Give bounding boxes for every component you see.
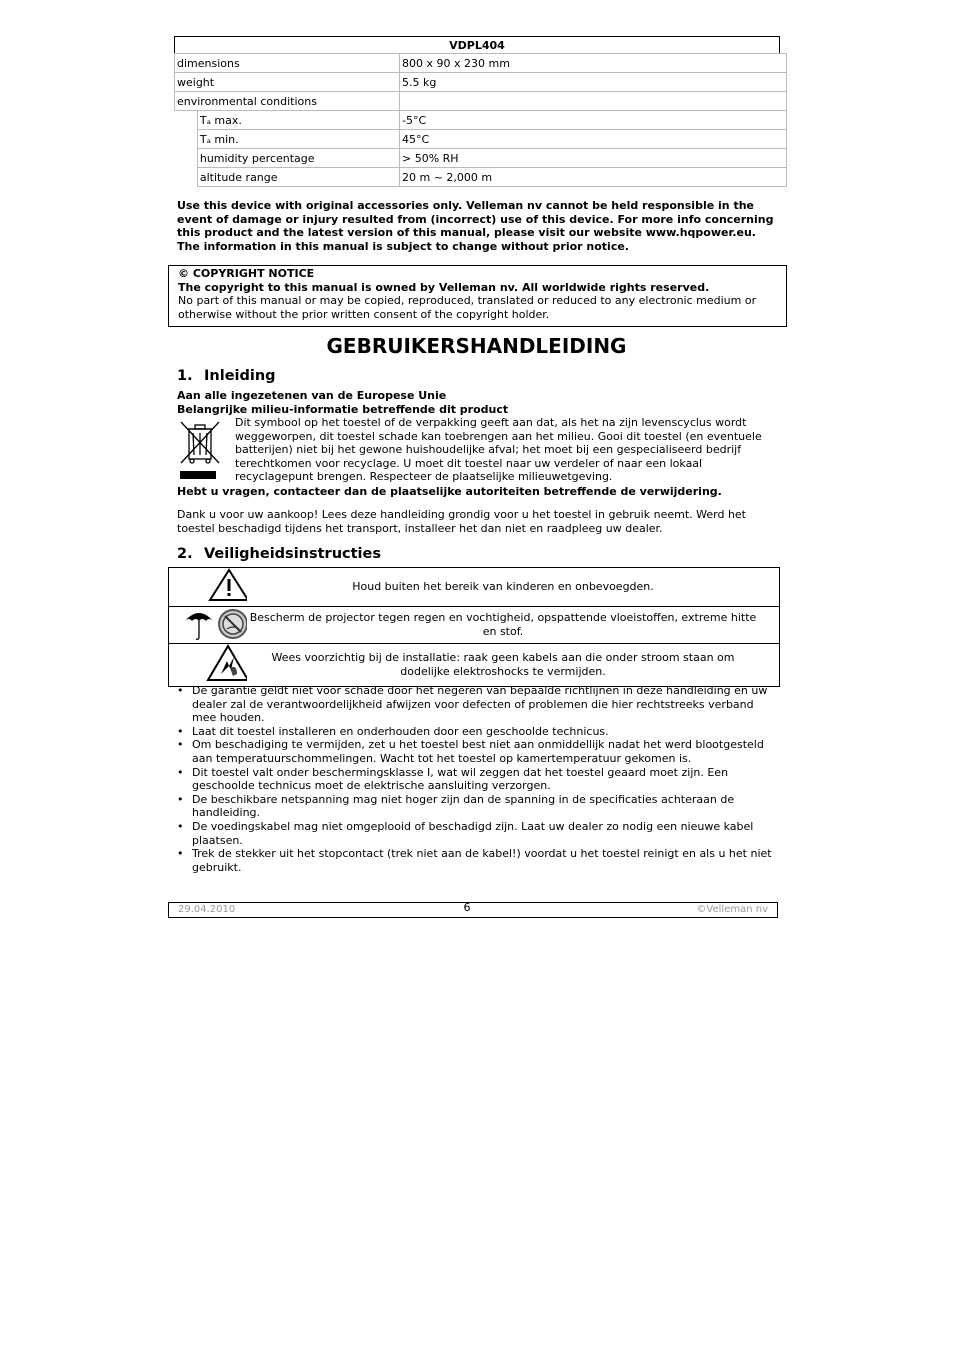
safety-text: Bescherm de projector tegen regen en vochtigheid, opspattende vloeistoffen, extreme hitte en stof. xyxy=(247,606,780,644)
table-row xyxy=(175,54,787,73)
env-info-text: Dit symbool op het toestel of de verpakking geeft aan dat, als het na zijn levenscyclus wordt weggeworpen, dit toestel schade kan toebrengen aan het milieu. Gooi dit toestel (en eventuele batterijen) niet bij het gewone huishoudelijke afval; het moet bij een gespecialiseerd bedrijf terechtkomen voor recyclage. U moet dit toestel naar uw verdeler of naar een lokaal recyclagepunt brengen. Respecteer de plaatselijke milieuwetgeving. xyxy=(235,416,762,484)
spec-label: altitude range xyxy=(197,168,399,187)
copyright-bold-line: The copyright to this manual is owned by Velleman nv. All worldwide rights reserved. xyxy=(178,280,710,294)
table-row xyxy=(169,568,780,607)
spec-value: > 50% RH xyxy=(400,149,787,168)
list-item: • De beschikbare netspanning mag niet hoger zijn dan de spanning in de specificaties achteraan de handleiding. xyxy=(177,793,779,820)
table-row xyxy=(175,73,787,92)
copyright-body: No part of this manual or may be copied, reproduced, translated or reduced to any electronic medium or otherwise without the prior written consent of the copyright holder. xyxy=(178,294,757,321)
section-title: Inleiding xyxy=(204,368,276,384)
section-heading-inleiding xyxy=(177,367,276,385)
section-title: Veiligheidsinstructies xyxy=(204,546,381,562)
spec-value: 20 m ~ 2,000 m xyxy=(400,168,787,187)
page-footer xyxy=(168,902,778,918)
spec-value xyxy=(400,92,787,111)
spec-label: Tₐ max. xyxy=(197,111,399,130)
list-item: • Dit toestel valt onder beschermingsklasse I, wat wil zeggen dat het toestel geaard moet zijn. Een geschoolde technicus moet de elektrische aansluiting verzorgen. xyxy=(177,766,779,793)
section-number: 1. xyxy=(177,368,193,384)
table-row xyxy=(169,644,780,687)
umbrella-no-splash-icon xyxy=(169,607,247,640)
table-row xyxy=(175,111,787,130)
spec-value: 5.5 kg xyxy=(400,73,787,92)
safety-text: Houd buiten het bereik van kinderen en onbevoegden. xyxy=(247,568,780,607)
electric-shock-icon xyxy=(169,644,247,682)
section-number: 2. xyxy=(177,546,193,562)
list-item: • Laat dit toestel installeren en onderhouden door een geschoolde technicus. xyxy=(177,725,779,739)
safety-text: Wees voorzichtig bij de installatie: raak geen kabels aan die onder stroom staan om dodelijke elektroshocks te vermijden. xyxy=(247,644,780,687)
safety-bullet-list xyxy=(177,684,779,874)
copyright-notice xyxy=(168,265,787,327)
spec-value: -5°C xyxy=(400,111,787,130)
footer-date: 29.04.2010 xyxy=(178,904,236,915)
spec-table-title: VDPL404 xyxy=(174,36,780,53)
spec-table xyxy=(174,53,787,187)
list-item: • Trek de stekker uit het stopcontact (trek niet aan de kabel!) voordat u het toestel reinigt en als u het niet gebruikt. xyxy=(177,847,779,874)
footer-copyright: ©Velleman nv xyxy=(696,904,768,915)
spec-value: 800 x 90 x 230 mm xyxy=(400,54,787,73)
spec-label: humidity percentage xyxy=(197,149,399,168)
disclaimer-paragraph: Use this device with original accessories only. Velleman nv cannot be held responsible in the event of damage or injury resulted from (incorrect) use of this device. For more info concerning this product and the latest version of this manual, please visit our website www.hqpower.eu. The information in this manual is subject to change without prior notice. xyxy=(177,199,774,253)
thanks-paragraph: Dank u voor uw aankoop! Lees deze handleiding grondig voor u het toestel in gebruik neemt. Werd het toestel beschadigd tijdens het transport, installeer het dan niet en raadpleeg uw dealer. xyxy=(177,508,746,535)
env-subheading: Belangrijke milieu-informatie betreffende dit product xyxy=(177,403,509,416)
spec-label: weight xyxy=(175,73,400,92)
eu-subheading: Aan alle ingezetenen van de Europese Unie xyxy=(177,389,447,402)
copyright-heading: © COPYRIGHT NOTICE xyxy=(178,267,315,280)
spec-label: dimensions xyxy=(175,54,400,73)
spec-label: Tₐ min. xyxy=(197,130,399,149)
table-row xyxy=(175,168,787,187)
safety-table xyxy=(168,567,780,687)
warning-triangle-icon xyxy=(169,568,247,602)
page-title: GEBRUIKERSHANDLEIDING xyxy=(326,334,627,358)
footer-page-number: 6 xyxy=(463,901,471,914)
table-row xyxy=(169,606,780,644)
section-heading-veiligheid xyxy=(177,545,381,563)
list-item: • Om beschadiging te vermijden, zet u het toestel best niet aan onmiddellijk nadat het werd blootgesteld aan temperatuurschommelingen. Wacht tot het toestel op kamertemperatuur gekomen is. xyxy=(177,738,779,765)
list-item: • De garantie geldt niet voor schade door het negeren van bepaalde richtlijnen in deze handleiding en uw dealer zal de verantwoordelijkheid afwijzen voor defecten of problemen die hier rechtstreeks verband mee houden. xyxy=(177,684,779,725)
crossed-bin-icon xyxy=(178,419,222,483)
spec-label: environmental conditions xyxy=(175,92,400,111)
list-item: • De voedingskabel mag niet omgeplooid of beschadigd zijn. Laat uw dealer zo nodig een nieuwe kabel plaatsen. xyxy=(177,820,779,847)
spec-value: 45°C xyxy=(400,130,787,149)
table-row xyxy=(175,149,787,168)
table-row xyxy=(175,130,787,149)
table-row xyxy=(175,92,787,111)
contact-authorities-text: Hebt u vragen, contacteer dan de plaatselijke autoriteiten betreffende de verwijdering. xyxy=(177,485,722,498)
